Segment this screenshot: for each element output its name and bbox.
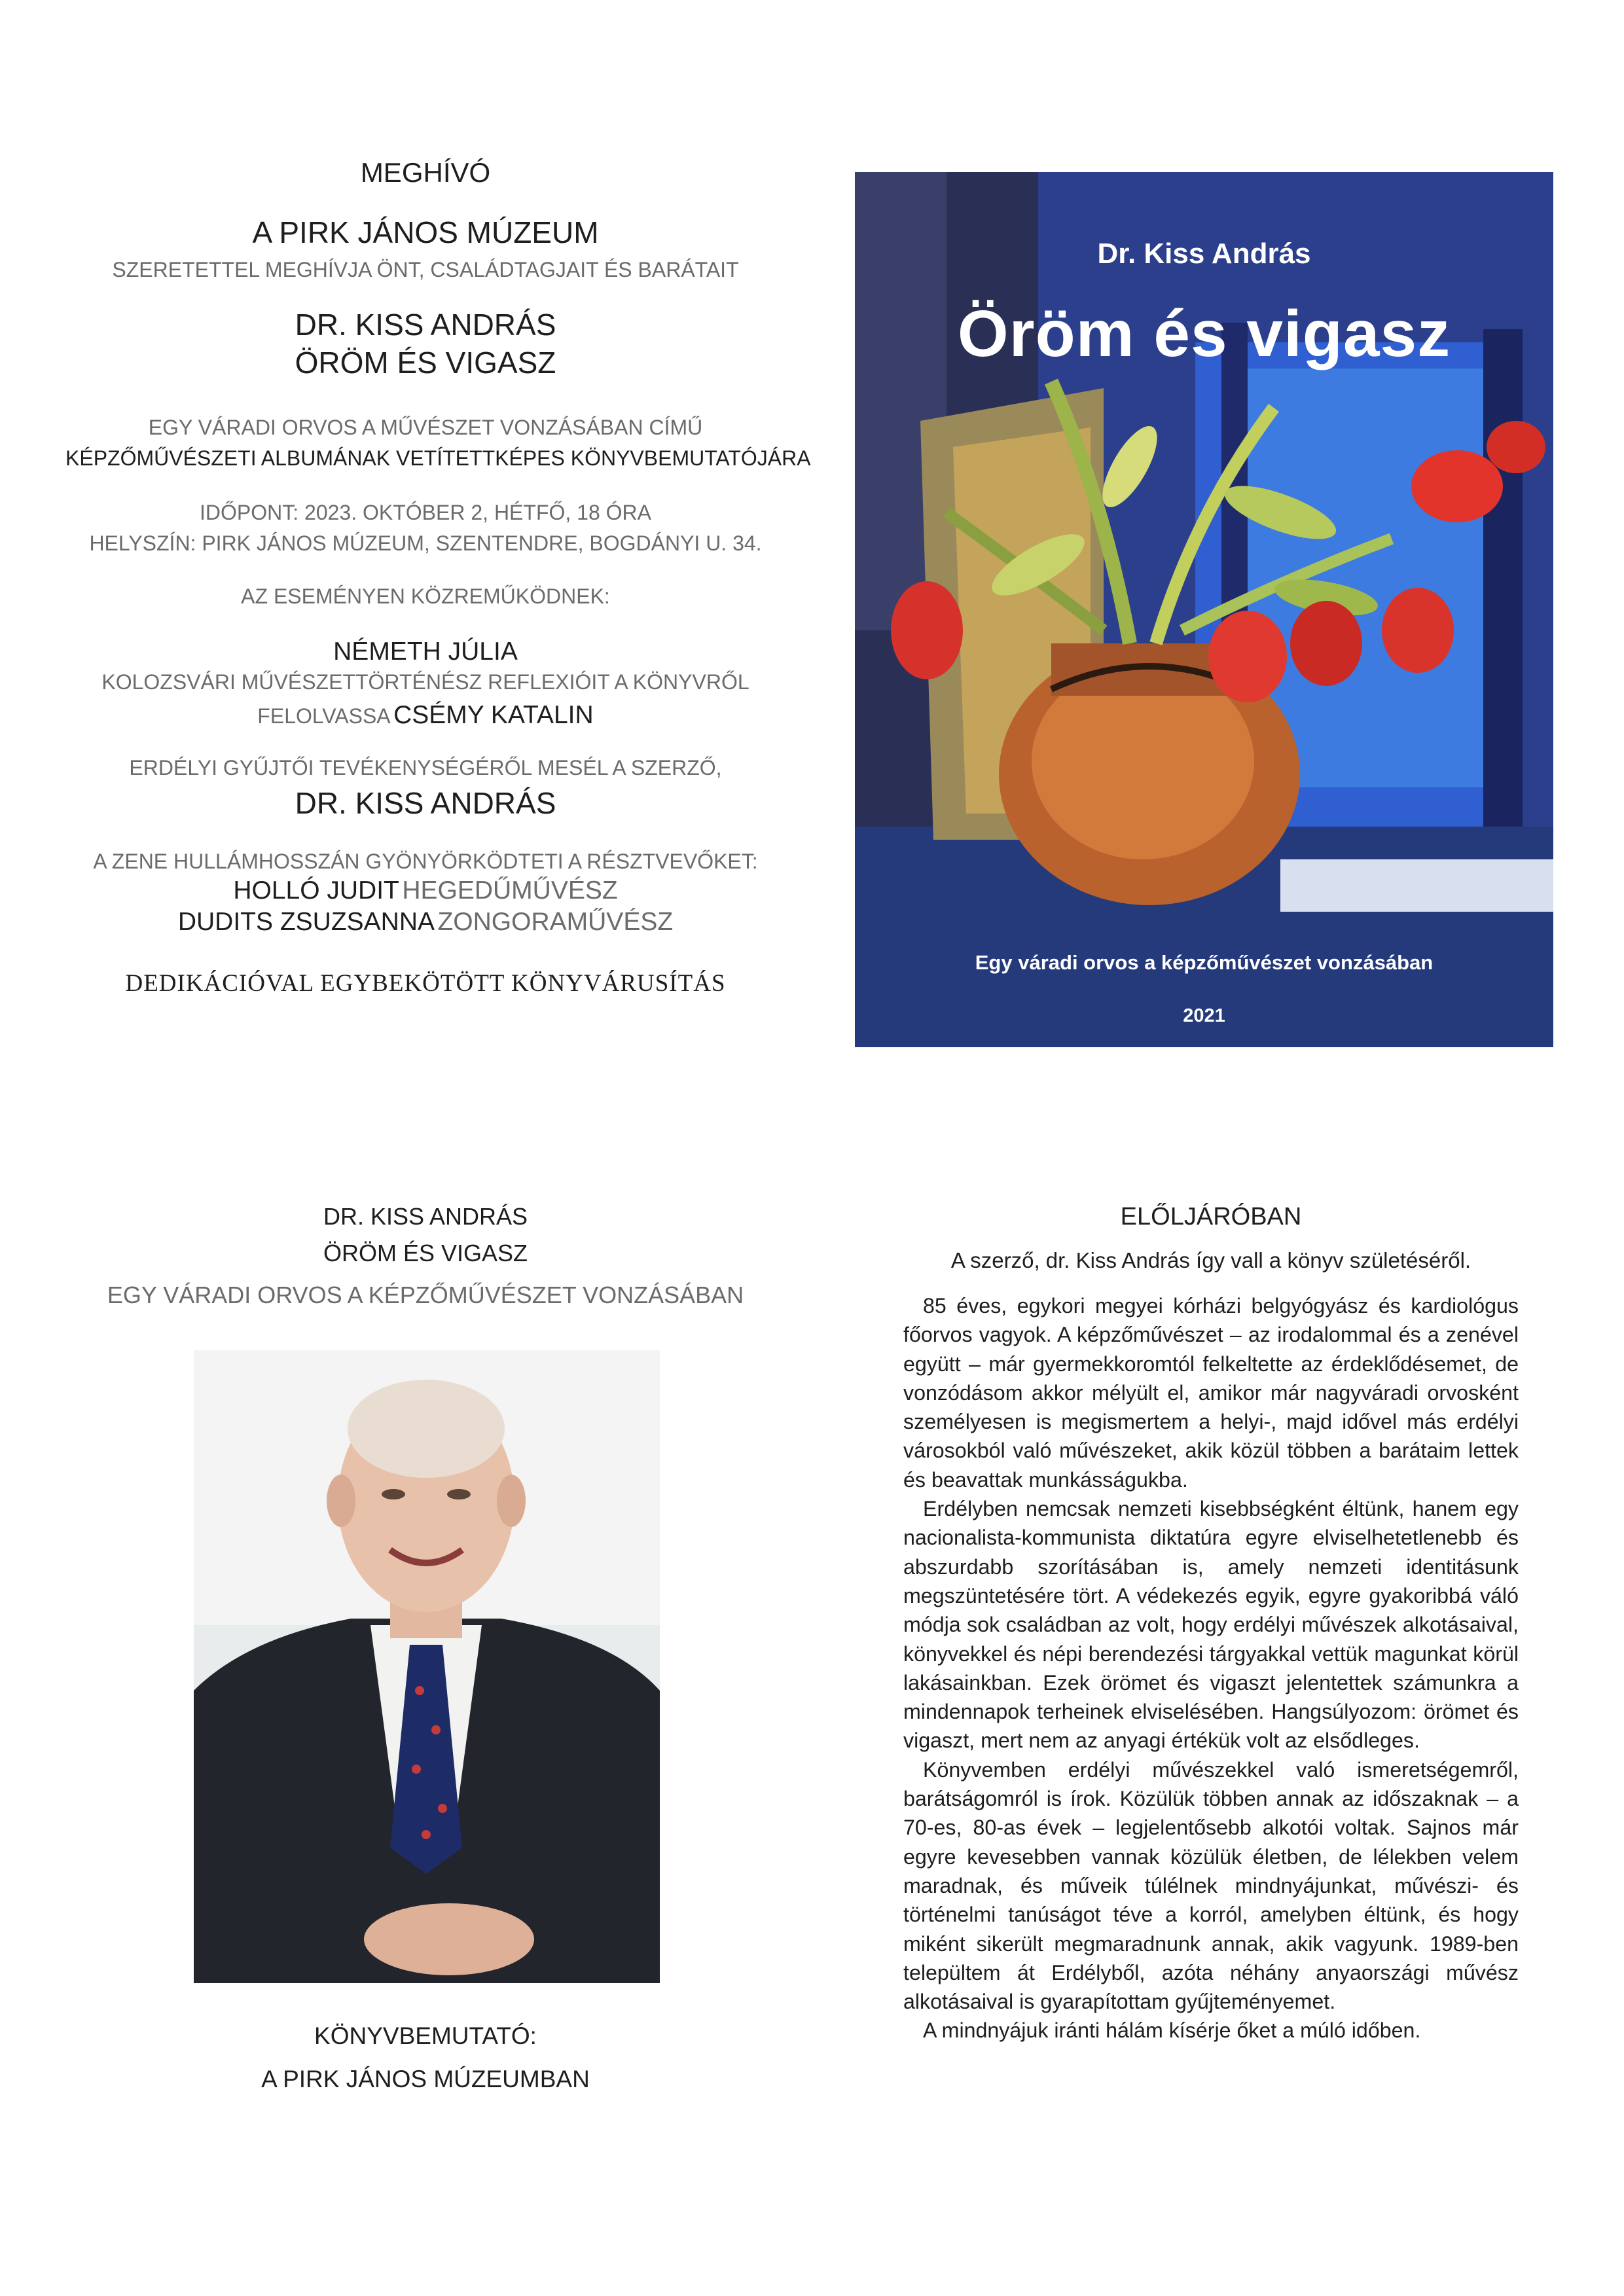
host-name: A PIRK JÁNOS MÚZEUM (252, 215, 599, 249)
event-time: IDŐPONT: 2023. OKTÓBER 2, HÉTFŐ, 18 ÓRA (200, 501, 651, 524)
cover-subtitle: Egy váradi orvos a képzőművészet vonzásában (975, 951, 1434, 974)
music-line: A ZENE HULLÁMHOSSZÁN GYÖNYÖRKÖDTETI A RÉSZTVEVŐKET: (93, 850, 758, 873)
musician-2-role: ZONGORAMŰVÉSZ (437, 908, 674, 936)
musician-1 (65, 876, 785, 905)
invitation-text: SZERETETTEL MEGHÍVJA ÖNT, CSALÁDTAGJAIT ÉS BARÁTAIT (112, 258, 739, 281)
reader-line (65, 701, 785, 730)
author-name: DR. KISS ANDRÁS (295, 308, 556, 342)
invitation-block (65, 157, 811, 997)
book-subtitle-line1: EGY VÁRADI ORVOS A MŰVÉSZET VONZÁSÁBAN CÍMŰ (148, 416, 703, 439)
presentation-info (65, 2022, 785, 2093)
book-sale: DEDIKÁCIÓVAL EGYBEKÖTÖTT KÖNYVÁRUSÍTÁS (125, 970, 726, 997)
preface-paragraph: A mindnyájuk iránti hálám kísérje őket a múló időben. (923, 2018, 1421, 2043)
speaker-name: NÉMETH JÚLIA (333, 637, 518, 666)
invitation-heading: MEGHÍVÓ (360, 157, 491, 188)
preface-intro: A szerző, dr. Kiss András így vall a könyv születéséről. (950, 1248, 1471, 1272)
book-info (65, 1203, 785, 1309)
collector-name: DR. KISS ANDRÁS (295, 786, 556, 820)
book-info-author: DR. KISS ANDRÁS (323, 1203, 528, 1230)
cover-author: Dr. Kiss András (1097, 238, 1311, 270)
preface-paragraph: Könyvemben erdélyi művészekkel való ismeretségemről, barátságomról is írok. Közülük többen annak az időszaknak – a 70-es, 80-as évek – legjelentősebb alkotói voltak. Sajnos már egyre kevesebben vannak közülük életben, de lélekben velem maradnak, és műveik túlélnek mindnyájunkat, művészi- és történelmi tanúságot téve a korról, amelyben éltünk, és hogy miként sikerült megmaradnunk annak, akik vagyunk. 1989-ben települtem át Erdélyből, azóta néhány anyaországi művész alkotásaival is gyarapítottam gyűjteményemet. (903, 1757, 1519, 2014)
preface-title: ELŐLJÁRÓBAN (1120, 1203, 1302, 1230)
reader-prefix: FELOLVASSA (257, 704, 391, 728)
contributors-heading: AZ ESEMÉNYEN KÖZREMŰKÖDNEK: (241, 584, 610, 608)
book-cover (855, 172, 1553, 1047)
musician-1-role: HEGEDŰMŰVÉSZ (402, 876, 618, 905)
cover-year: 2021 (1183, 1005, 1225, 1026)
book-title: ÖRÖM ÉS VIGASZ (295, 346, 556, 380)
portrait-image (194, 1350, 660, 1983)
presentation-label: KÖNYVBEMUTATÓ: (314, 2022, 537, 2049)
reader-name: CSÉMY KATALIN (393, 701, 594, 729)
book-info-subtitle: EGY VÁRADI ORVOS A KÉPZŐMŰVÉSZET VONZÁSÁBAN (107, 1282, 744, 1308)
musician-2-name: DUDITS ZSUZSANNA (177, 908, 435, 936)
speaker-description: KOLOZSVÁRI MŰVÉSZETTÖRTÉNÉSZ REFLEXIÓIT A KÖNYVRŐL (101, 670, 749, 694)
book-subtitle-line2: KÉPZŐMŰVÉSZETI ALBUMÁNAK VETÍTETTKÉPES KÖNYVBEMUTATÓJÁRA (65, 446, 811, 470)
musician-2 (65, 908, 785, 937)
event-place: HELYSZÍN: PIRK JÁNOS MÚZEUM, SZENTENDRE, BOGDÁNYI U. 34. (89, 531, 762, 555)
collector-line: ERDÉLYI GYŰJTŐI TEVÉKENYSÉGÉRŐL MESÉL A SZERZŐ, (129, 756, 722, 780)
preface-paragraph: 85 éves, egykori megyei kórházi belgyógyász és kardiológus főorvos vagyok. A képzőművészet – az irodalommal és a zenével együtt – már gyermekkoromtól felkeltette az érdeklődésemet, de vonzódásom akkor mélyült el, amikor már nagyváradi orvosként személyesen is megismertem a helyi-, majd idővel más erdélyi városokból való művészeket, akik közül többen a barátaim lettek és beavattak munkásságukba. (903, 1294, 1519, 1492)
book-info-title: ÖRÖM ÉS VIGASZ (323, 1240, 528, 1266)
preface (903, 1203, 1519, 2045)
cover-title: Öröm és vigasz (957, 297, 1451, 370)
presentation-venue: A PIRK JÁNOS MÚZEUMBAN (261, 2066, 590, 2092)
author-photo (194, 1350, 660, 1983)
musician-1-name: HOLLÓ JUDIT (233, 876, 399, 905)
preface-paragraph: Erdélyben nemcsak nemzeti kisebbségként éltünk, hanem egy nacionalista-kommunista diktatúra egyre elviselhetetlenebb és abszurdabb szorításában is, amely nemzeti identitásunk megszüntetésére tört. A védekezés egyik, egyre gyakoribbá váló módja sok családban az volt, hogy erdélyi művészek alkotásaival, könyvekkel és népi berendezési tárgyakkal vettük magunkat körül lakásainkban. Ezek örömet és vigaszt jelentettek számunkra a mindennapok terheinek elviselésében. Hangsúlyozom: örömet és vigaszt, mert nem az anyagi értékük volt az elsődleges. (903, 1497, 1519, 1753)
